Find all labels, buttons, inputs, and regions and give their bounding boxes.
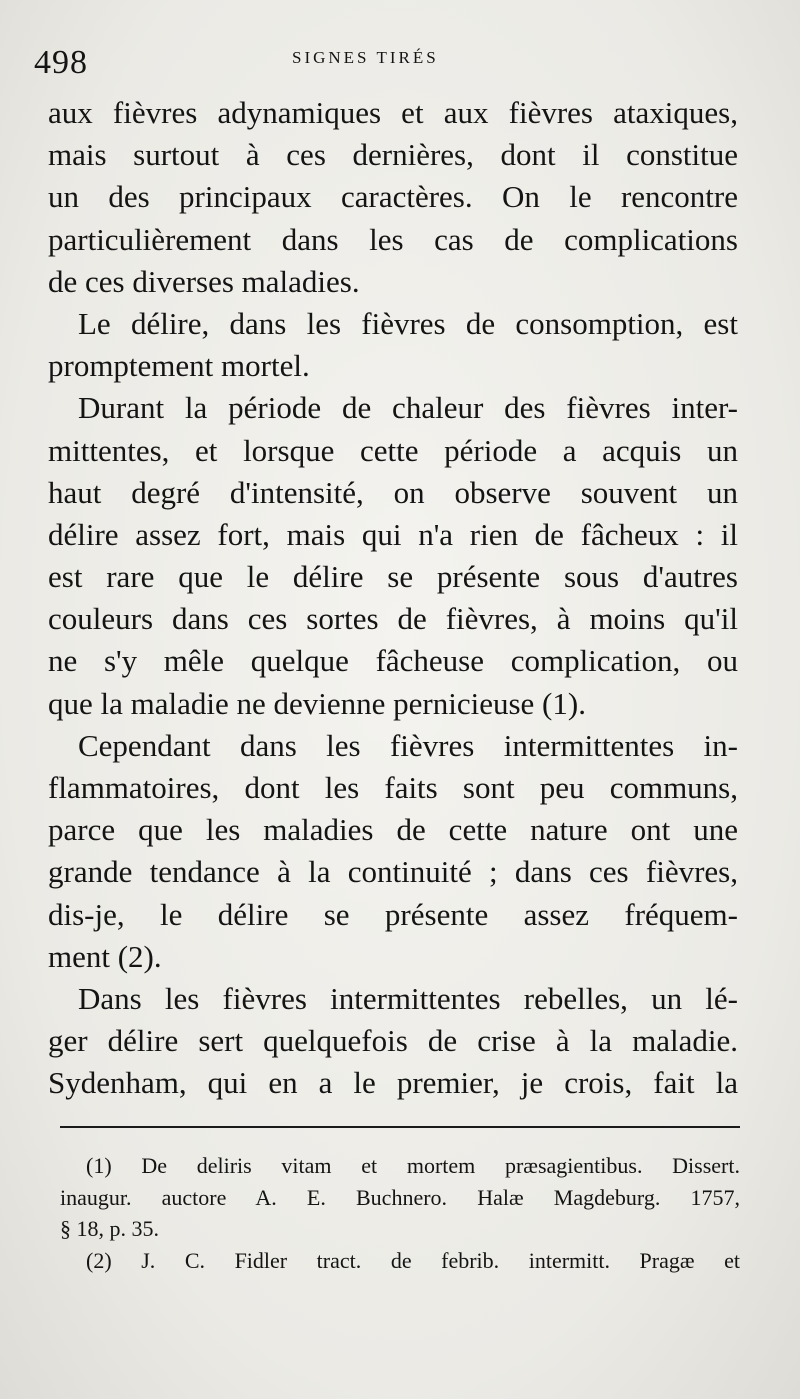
body-line: grande tendance à la continuité ; dans ces fièvres, — [48, 854, 738, 890]
page-number: 498 — [34, 44, 88, 81]
footnote-line: § 18, p. 35. — [60, 1216, 159, 1241]
body-line: que la maladie ne devienne pernicieuse (1). — [48, 685, 586, 721]
body-line: de ces diverses maladies. — [48, 263, 360, 299]
body-line: un des principaux caractères. On le rencontre — [48, 179, 738, 215]
body-line: dis-je, le délire se présente assez fréquem- — [48, 896, 738, 932]
body-line: Cependant dans les fièvres intermittentes in- — [78, 727, 738, 763]
footnotes — [60, 1150, 740, 1276]
body-line: Durant la période de chaleur des fièvres inter- — [78, 390, 738, 426]
body-line: parce que les maladies de cette nature ont une — [48, 812, 738, 848]
body-line: ne s'y mêle quelque fâcheuse complication, ou — [48, 643, 738, 679]
body-line: couleurs dans ces sortes de fièvres, à moins qu'il — [48, 601, 738, 637]
body-line: Dans les fièvres intermittentes rebelles, un lé- — [78, 980, 738, 1016]
body-line: Sydenham, qui en a le premier, je crois, fait la — [48, 1065, 738, 1101]
body-line: flammatoires, dont les faits sont peu communs, — [48, 770, 738, 805]
body-text — [48, 92, 738, 1105]
body-line: est rare que le délire se présente sous d'autres — [48, 559, 738, 595]
footnote-line: inaugur. auctore A. E. Buchnero. Halæ Magdeburg. 1757, — [60, 1184, 740, 1210]
body-line: haut degré d'intensité, on observe souvent un — [48, 474, 738, 510]
body-line: délire assez fort, mais qui n'a rien de fâcheux : il — [48, 516, 738, 552]
body-line: mittentes, et lorsque cette période a acquis un — [48, 432, 738, 468]
footnote-separator — [60, 1126, 740, 1128]
body-line: aux fièvres adynamiques et aux fièvres ataxiques, — [48, 95, 738, 130]
body-line: mais surtout à ces dernières, dont il constitue — [48, 137, 738, 173]
body-line: promptement mortel. — [48, 348, 310, 384]
running-title: SIGNES TIRÉS — [292, 48, 439, 67]
body-line: ger délire sert quelquefois de crise à la maladie. — [48, 1023, 738, 1059]
footnote-line: (1) De deliris vitam et mortem præsagientibus. Dissert. — [86, 1153, 740, 1178]
body-line: particulièrement dans les cas de complications — [48, 221, 738, 257]
footnote-line: (2) J. C. Fidler tract. de febrib. intermitt. Pragæ et — [86, 1247, 740, 1273]
body-line: Le délire, dans les fièvres de consomption, est — [78, 305, 738, 341]
body-line: ment (2). — [48, 938, 162, 974]
